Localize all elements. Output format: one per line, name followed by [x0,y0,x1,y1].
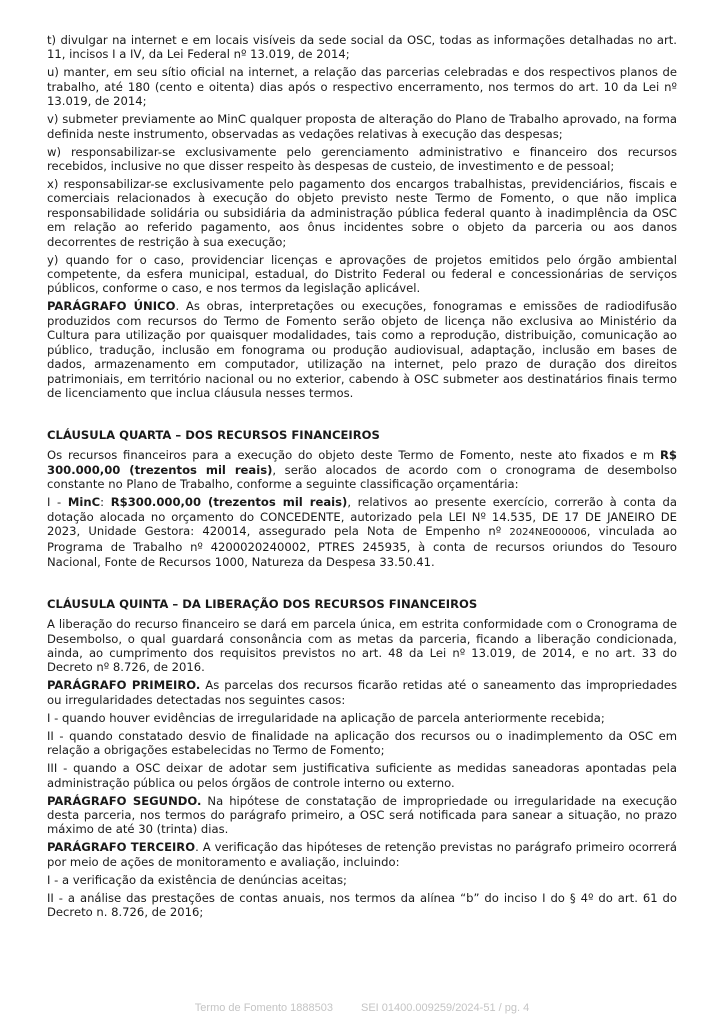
clausula-quinta-intro: A liberação do recurso financeiro se dará em parcela única, em estrita conformidade com o Cronograma de Desembolso, o qual guardará consonância com as metas da parceria, ficando a liberação condicionada, ainda, ao cumprimento dos requisitos previstos no art. 48 da Lei nº 13.019, de 2014, e no art. 33 do Decreto nº 8.726, de 2016. [47,617,677,675]
section-gap [47,573,677,597]
paragrafo-primeiro-item: II - quando constatado desvio de finalidade na aplicação dos recursos ou o inadimplemento da OSC em relação a obrigações estabelecidas no Termo de Fomento; [47,728,677,758]
paragrafo-primeiro-label: PARÁGRAFO PRIMEIRO. [47,678,201,693]
item-prefix: I - [47,495,68,510]
intro-amount: R$ 300.000,00 (trezentos mil reais) [47,448,677,477]
clausula-quinta-title: CLÁUSULA QUINTA – DA LIBERAÇÃO DOS RECURSOS FINANCEIROS [47,596,478,611]
footer-sei-page: SEI 01400.009259/2024-51 / pg. 4 [361,1002,530,1014]
nota-empenho-number: 2024NE000006 [509,526,587,538]
clausula-quarta-title: CLÁUSULA QUARTA – DOS RECURSOS FINANCEIROS [47,427,380,442]
item-text-a: , relativos ao presente exercício, correrão à conta da dotação alocada no orçamento do CONCEDENTE, autorizado pela LEI Nº 14.535, DE 17 DE JANEIRO DE 2023, Unidade Gestora: 420014, assegurado pela Nota de Empenho nº [47,495,677,538]
paragrafo-terceiro-text: . A verificação das hipóteses de retenção previstas no parágrafo primeiro ocorrerá por meio de ações de monitoramento e avaliação, incluindo: [47,840,677,869]
item-v: v) submeter previamente ao MinC qualquer proposta de alteração do Plano de Trabalho aprovado, na forma definida neste instrumento, observadas as vedações relativas à execução das despesas; [47,112,677,141]
footer-document-id: Termo de Fomento 1888503 [194,1002,333,1014]
paragrafo-segundo-label: PARÁGRAFO SEGUNDO. [47,793,202,808]
page-footer [0,1001,724,1015]
item-text-b: , vinculada ao Programa de Trabalho nº 4200020240002, PTRES 245935, à conta de recursos oriundos do Tesouro Nacional, Fonte de Recursos 1000, Natureza da Despesa 33.50.41. [47,523,677,569]
clausula-quarta-item [47,495,677,569]
clausula-quarta-intro [47,448,677,491]
item-u: u) manter, em seu sítio oficial na internet, a relação das parcerias celebradas e dos respectivos planos de trabalho, até 180 (cento e oitenta) dias após o respectivo encerramento, nos termos do art. 10 da Lei nº 13.019, de 2014; [47,65,677,109]
intro-text-b: , serão alocados de acordo com o cronograma de desembolso constante no Plano de Trabalho, conforme a seguinte classificação orçamentária: [47,462,677,492]
paragrafo-terceiro [47,840,677,869]
paragrafo-unico [47,299,677,400]
document-body [47,33,677,923]
paragrafo-terceiro-item: I - a verificação da existência de denúncias aceitas; [47,872,347,887]
paragrafo-primeiro-item: III - quando a OSC deixar de adotar sem justificativa suficiente as medidas saneadoras apontadas pela administração pública ou pelos órgãos de controle interno ou externo. [47,761,677,790]
section-gap [47,404,677,428]
paragrafo-primeiro [47,678,677,707]
paragrafo-primeiro-item: I - quando houver evidências de irregularidade na aplicação de parcela anteriormente recebida; [47,710,605,725]
item-t: t) divulgar na internet e em locais visíveis da sede social da OSC, todas as informações detalhadas no art. 11, incisos I a IV, da Lei Federal nº 13.019, de 2014; [47,33,677,62]
paragrafo-primeiro-text: As parcelas dos recursos ficarão retidas até o saneamento das impropriedades ou irregularidades detectadas nos seguintes casos: [47,678,677,707]
paragrafo-terceiro-item: II - a análise das prestações de contas anuais, nos termos da alínea “b” do inciso I do § 4º do art. 61 do Decreto n. 8.726, de 2016; [47,890,677,920]
item-colon: : [100,495,111,510]
paragrafo-unico-text: . As obras, interpretações ou execuções, fonogramas e emissões de radiodifusão produzidos com recursos do Termo de Fomento serão objeto de licença não exclusiva ao Ministério da Cultura para utilização por quaisquer modalidades, tais como a reprodução, distribuição, comunicação ao público, tradução, inclusão em fonograma ou produção audiovisual, adaptação, inclusão em bases de dados, armazenamento em computador, utilização na internet, pelo prazo de duração dos direitos patrimoniais, em território nacional ou no exterior, cabendo à OSC submeter aos destinatários finais termo de licenciamento que inclua cláusula nesses termos. [47,299,677,400]
item-x: x) responsabilizar-se exclusivamente pelo pagamento dos encargos trabalhistas, previdenciários, fiscais e comerciais relacionados à execução do objeto previsto neste Termo de Fomento, o que não implica responsabilidade solidária ou subsidiária da administração pública federal quanto à inadimplência da OSC em relação ao referido pagamento, aos ônus incidentes sobre o objeto da parceria ou aos danos decorrentes de restrição à sua execução; [47,177,677,249]
item-value: R$300.000,00 (trezentos mil reais) [110,495,348,510]
intro-text-a: Os recursos financeiros para a execução do objeto deste Termo de Fomento, neste ato fixados e m [47,448,660,463]
paragrafo-unico-label: PARÁGRAFO ÚNICO [47,299,176,314]
item-minc: MinC [67,495,101,510]
paragrafo-terceiro-label: PARÁGRAFO TERCEIRO [47,840,196,855]
item-w: w) responsabilizar-se exclusivamente pelo gerenciamento administrativo e financeiro dos recursos recebidos, inclusive no que disser respeito às despesas de custeio, de investimento e de pessoal; [47,144,677,174]
paragrafo-segundo-text: Na hipótese de constatação de impropriedade ou irregularidade na execução desta parceria, nos termos do parágrafo primeiro, a OSC será notificada para sanear a situação, no prazo máximo de até 30 (trinta) dias. [47,793,677,837]
item-y: y) quando for o caso, providenciar licenças e aprovações de projetos emitidos pelo órgão ambiental competente, da esfera municipal, estadual, do Distrito Federal ou federal e concessionárias de serviços públicos, conforme o caso, e nos termos da legislação aplicável. [47,252,677,296]
paragrafo-segundo [47,794,677,837]
